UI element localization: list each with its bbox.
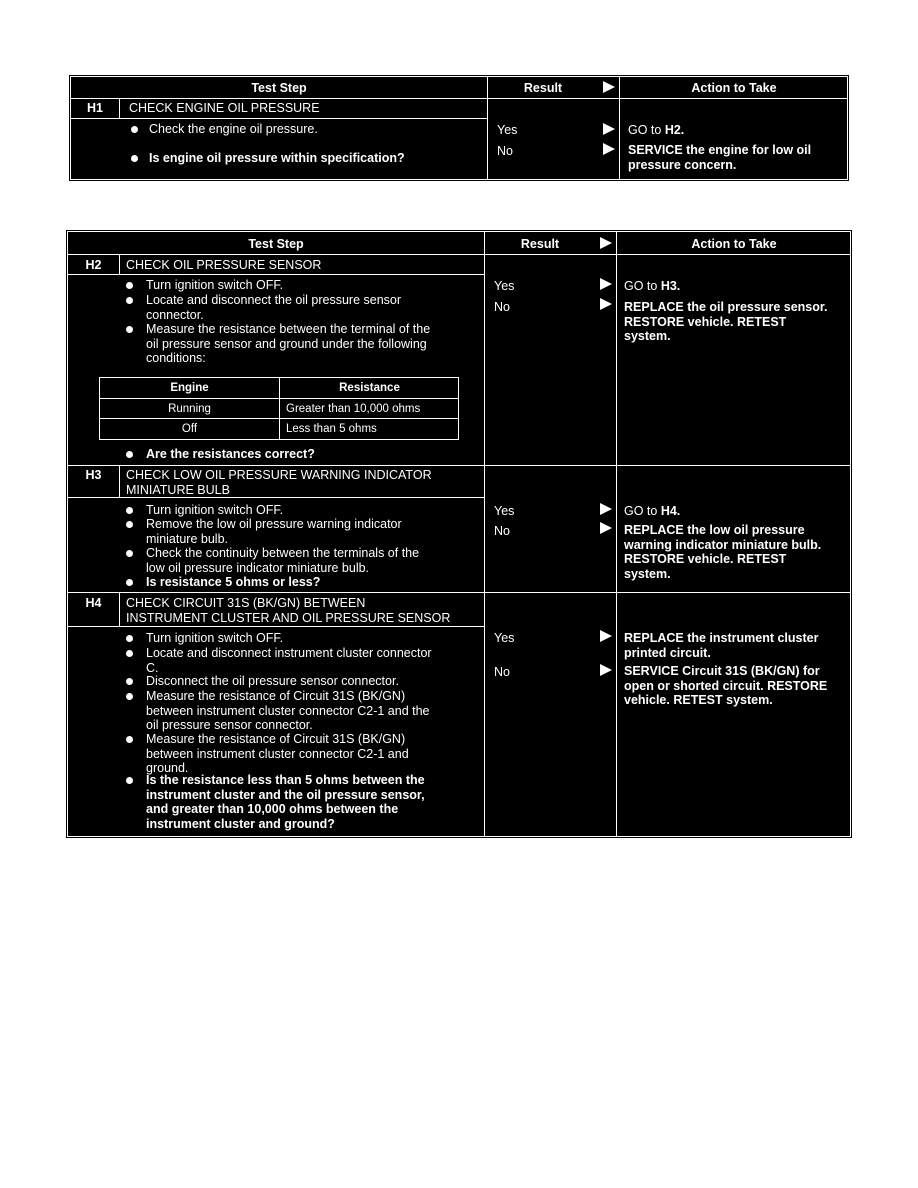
step-question: Is engine oil pressure within specification?: [149, 151, 405, 165]
step-instruction: Check the continuity between the terminals of the low oil pressure indicator miniature bulb.: [146, 546, 420, 575]
arrow-right-icon: [603, 123, 615, 135]
step-id: H2: [85, 258, 102, 272]
step-id: H3: [85, 468, 102, 482]
step-title: CHECK CIRCUIT 31S (BK/GN) BETWEEN INSTRUMENT CLUSTER AND OIL PRESSURE SENSOR: [126, 596, 451, 625]
conditions-table: [99, 377, 459, 440]
step-instruction: Disconnect the oil pressure sensor connector.: [146, 674, 399, 688]
column-divider: [484, 232, 485, 836]
test-step-table-h2-h4: [67, 231, 851, 837]
bullet-icon: [126, 282, 133, 289]
result-no: No: [497, 144, 513, 158]
header-action: Action to Take: [691, 81, 777, 95]
step-instruction: Locate and disconnect instrument cluster connector C.: [146, 646, 432, 675]
step-divider: [68, 465, 850, 466]
column-divider: [279, 378, 280, 439]
arrow-right-icon: [603, 81, 615, 93]
bullet-icon: [131, 155, 138, 162]
step-title: CHECK ENGINE OIL PRESSURE: [129, 101, 320, 115]
result-no: No: [494, 665, 510, 679]
bullet-icon: [126, 451, 133, 458]
step-instruction: Measure the resistance of Circuit 31S (BK/GN) between instrument cluster connector C2-1 and ground.: [146, 732, 409, 775]
title-divider: [68, 497, 484, 498]
test-step-table-h1: [70, 76, 848, 180]
step-instruction: Turn ignition switch OFF.: [146, 278, 284, 292]
step-title: CHECK OIL PRESSURE SENSOR: [126, 258, 322, 272]
step-instruction: Turn ignition switch OFF.: [146, 631, 284, 645]
arrow-right-icon: [600, 630, 612, 642]
arrow-right-icon: [600, 664, 612, 676]
row-divider: [100, 398, 458, 399]
step-instruction: Measure the resistance between the terminal of the oil pressure sensor and ground under the following conditions:: [146, 322, 431, 365]
conditions-cell: Off: [181, 423, 198, 435]
action-no: SERVICE Circuit 31S (BK/GN) for open or shorted circuit. RESTORE vehicle. RETEST system.: [624, 664, 828, 707]
step-title: CHECK LOW OIL PRESSURE WARNING INDICATOR MINIATURE BULB: [126, 468, 432, 497]
bullet-icon: [126, 507, 133, 514]
id-divider: [119, 465, 120, 497]
arrow-right-icon: [603, 143, 615, 155]
header-result: Result: [520, 237, 560, 251]
conditions-cell: Running: [168, 403, 211, 415]
bullet-icon: [126, 550, 133, 557]
header-test-step: Test Step: [251, 81, 307, 95]
bullet-icon: [126, 736, 133, 743]
bullet-icon: [126, 777, 133, 784]
result-yes: Yes: [494, 631, 515, 645]
result-yes: Yes: [494, 279, 515, 293]
step-id: H1: [87, 101, 103, 115]
arrow-right-icon: [600, 522, 612, 534]
result-no: No: [494, 524, 510, 538]
bullet-icon: [131, 126, 138, 133]
id-divider: [119, 98, 120, 118]
bullet-icon: [126, 650, 133, 657]
action-yes: GO to H3.: [624, 279, 681, 293]
step-id: H4: [85, 596, 102, 610]
arrow-right-icon: [600, 278, 612, 290]
title-divider: [68, 626, 484, 627]
step-instruction: Turn ignition switch OFF.: [146, 503, 284, 517]
column-divider: [487, 77, 488, 179]
header-test-step: Test Step: [248, 237, 304, 251]
row-divider: [100, 418, 458, 419]
bullet-icon: [126, 326, 133, 333]
arrow-right-icon: [600, 298, 612, 310]
id-divider: [119, 592, 120, 626]
conditions-cell: Less than 5 ohms: [286, 423, 377, 435]
conditions-header-resistance: Resistance: [339, 382, 400, 394]
header-divider: [68, 254, 850, 255]
arrow-right-icon: [600, 237, 612, 249]
conditions-cell: Greater than 10,000 ohms: [286, 403, 421, 415]
action-yes: REPLACE the instrument cluster printed circuit.: [624, 631, 819, 660]
step-instruction: Measure the resistance of Circuit 31S (BK/GN) between instrument cluster connector C2-1 and the oil pressure sensor connector.: [146, 689, 430, 732]
bullet-icon: [126, 521, 133, 528]
id-divider: [119, 254, 120, 274]
step-divider: [68, 592, 850, 593]
action-no: SERVICE the engine for low oil pressure concern.: [628, 143, 812, 172]
title-divider: [71, 118, 487, 119]
arrow-right-icon: [600, 503, 612, 515]
bullet-icon: [126, 297, 133, 304]
step-question: Is resistance 5 ohms or less?: [146, 575, 321, 589]
header-divider: [71, 98, 847, 99]
bullet-icon: [126, 678, 133, 685]
result-no: No: [494, 300, 510, 314]
step-instruction: Remove the low oil pressure warning indicator miniature bulb.: [146, 517, 402, 546]
step-instruction: Locate and disconnect the oil pressure sensor connector.: [146, 293, 402, 322]
conditions-header-engine: Engine: [170, 382, 209, 394]
action-yes: GO to H4.: [624, 504, 681, 518]
result-yes: Yes: [494, 504, 515, 518]
bullet-icon: [126, 693, 133, 700]
header-result: Result: [523, 81, 563, 95]
bullet-icon: [126, 635, 133, 642]
step-question: Are the resistances correct?: [146, 447, 315, 461]
step-instruction: Check the engine oil pressure.: [149, 122, 318, 136]
column-divider: [616, 232, 617, 836]
action-no: REPLACE the oil pressure sensor. RESTORE vehicle. RETEST system.: [624, 300, 828, 343]
column-divider: [619, 77, 620, 179]
bullet-icon: [126, 579, 133, 586]
action-no: REPLACE the low oil pressure warning indicator miniature bulb. RESTORE vehicle. RETEST system.: [624, 523, 822, 581]
step-question: Is the resistance less than 5 ohms between the instrument cluster and the oil pressure sensor, and greater than 10,000 ohms between the instrument cluster and ground?: [146, 773, 425, 831]
action-yes: GO to H2.: [628, 123, 685, 137]
header-action: Action to Take: [691, 237, 777, 251]
title-divider: [68, 274, 484, 275]
result-yes: Yes: [497, 123, 518, 137]
